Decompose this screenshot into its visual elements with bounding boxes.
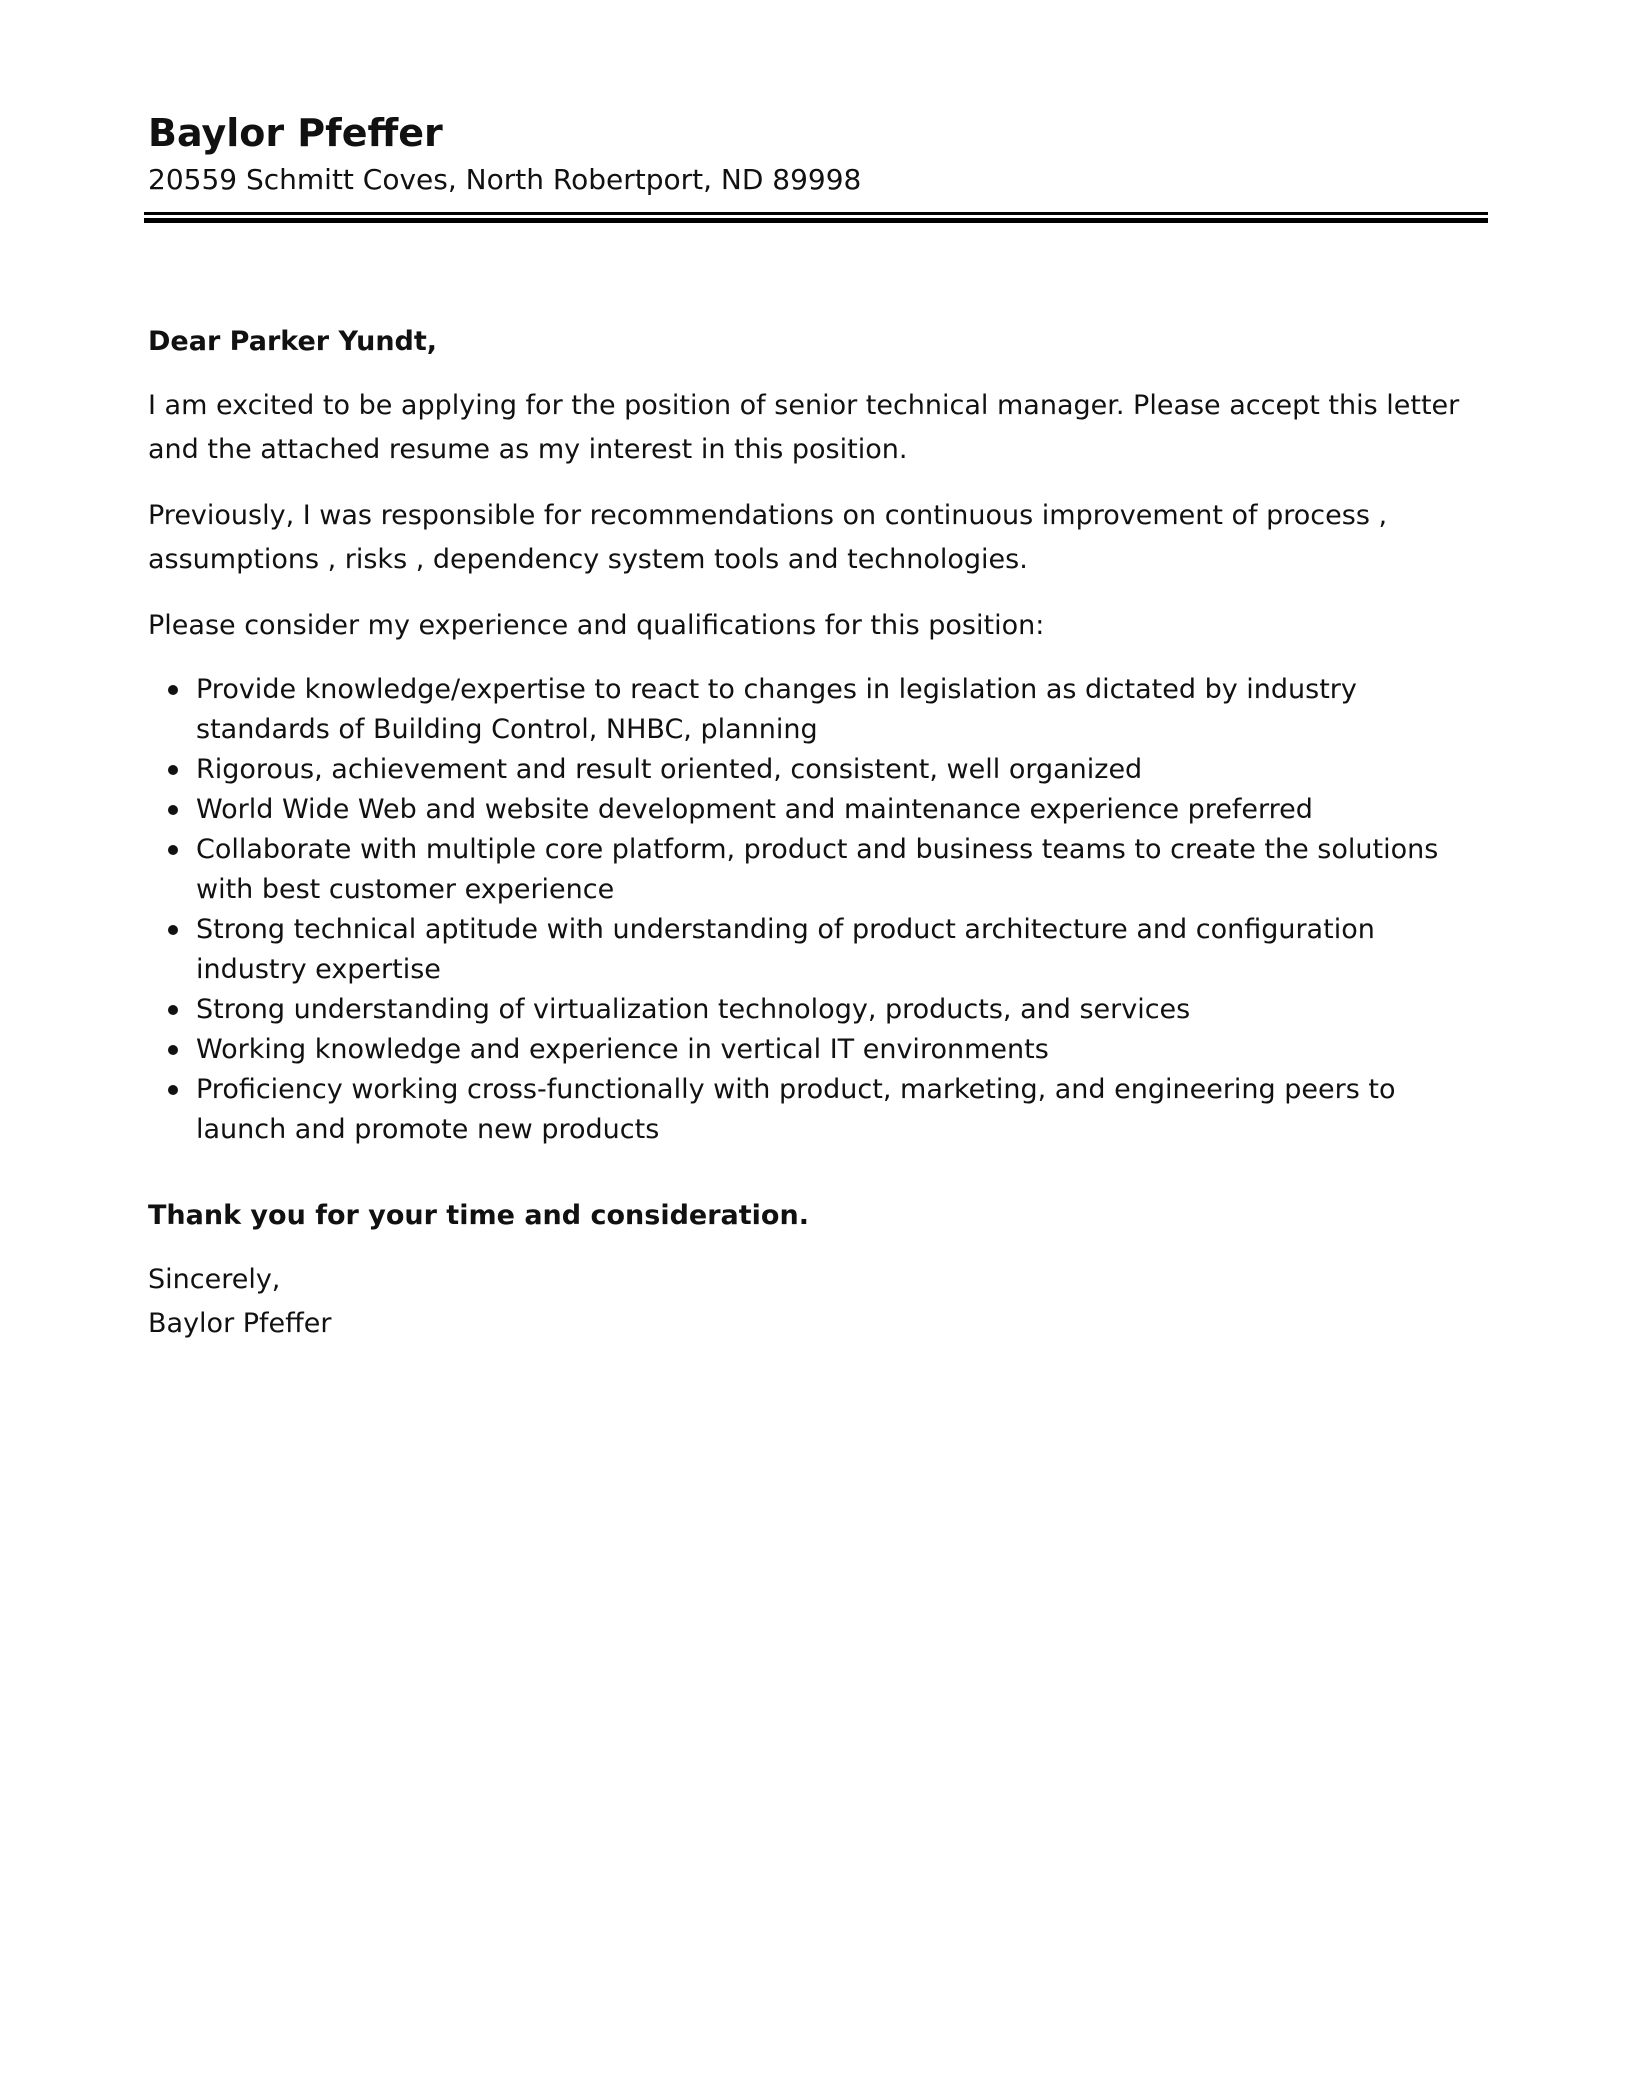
bullet-icon	[168, 845, 178, 855]
bullet-icon	[168, 1085, 178, 1095]
letter-body	[148, 322, 1488, 1346]
list-item	[148, 1070, 1488, 1150]
bullet-icon	[168, 765, 178, 775]
bullet-icon	[168, 925, 178, 935]
header-divider	[144, 212, 1488, 222]
list-item-text: Provide knowledge/expertise to react to changes in legislation as dictated by industry standards of Building Control, NHBC, planning	[196, 674, 1357, 745]
salutation: Dear Parker Yundt,	[148, 326, 438, 357]
signature-name: Baylor Pfeffer	[148, 1308, 332, 1339]
qualifications-list	[148, 670, 1488, 1150]
list-item-text: Strong understanding of virtualization technology, products, and services	[196, 994, 1191, 1025]
divider-thin-line	[144, 212, 1488, 215]
qualifications-intro: Please consider my experience and qualifications for this position:	[148, 610, 1045, 641]
list-item	[148, 790, 1488, 830]
closing-line: Thank you for your time and consideration.	[148, 1200, 809, 1231]
list-item-text: Working knowledge and experience in vertical IT environments	[196, 1034, 1049, 1065]
list-item	[148, 1030, 1488, 1070]
intro-paragraph: I am excited to be applying for the position of senior technical manager. Please accept this letter and the attached resume as my interest in this position.	[148, 390, 1460, 465]
bullet-icon	[168, 685, 178, 695]
divider-thick-line	[144, 218, 1488, 223]
list-item-text: Collaborate with multiple core platform, product and business teams to create the solutions with best customer experience	[196, 834, 1439, 905]
list-item-text: World Wide Web and website development and maintenance experience preferred	[196, 794, 1313, 825]
list-item-text: Rigorous, achievement and result oriented, consistent, well organized	[196, 754, 1143, 785]
list-item	[148, 910, 1488, 990]
list-item	[148, 750, 1488, 790]
list-item-text: Strong technical aptitude with understanding of product architecture and configuration industry expertise	[196, 914, 1375, 985]
bullet-icon	[168, 1005, 178, 1015]
experience-paragraph: Previously, I was responsible for recommendations on continuous improvement of process , assumptions , risks , dependency system tools and technologies.	[148, 500, 1388, 575]
bullet-icon	[168, 1045, 178, 1055]
signoff: Sincerely,	[148, 1264, 281, 1295]
letter-header	[148, 108, 1488, 200]
list-item	[148, 830, 1488, 910]
sender-name: Baylor Pfeffer	[148, 111, 443, 155]
list-item-text: Proficiency working cross-functionally with product, marketing, and engineering peers to launch and promote new products	[196, 1074, 1396, 1145]
list-item	[148, 990, 1488, 1030]
sender-address: 20559 Schmitt Coves, North Robertport, ND 89998	[148, 163, 862, 196]
bullet-icon	[168, 805, 178, 815]
list-item	[148, 670, 1488, 750]
